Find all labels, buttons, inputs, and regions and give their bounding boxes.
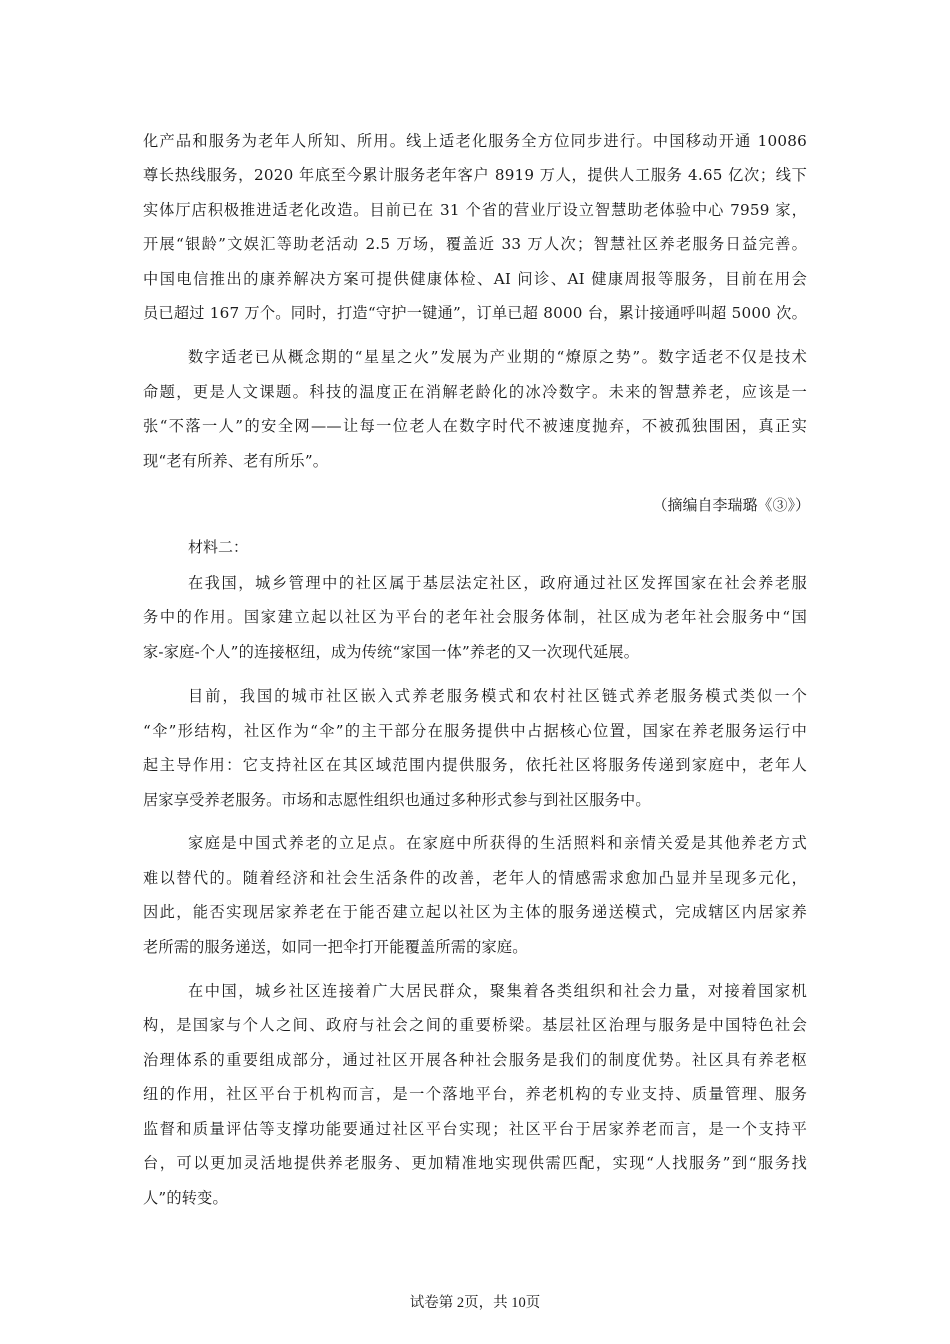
text-line: 治理体系的重要组成部分，通过社区开展各种社会服务是我们的制度优势。社区具有养老枢 <box>143 1051 807 1069</box>
text-line: 纽的作用，社区平台于机构而言，是一个落地平台，养老机构的专业支持、质量管理、服务 <box>143 1085 807 1103</box>
source-citation: （摘编自李瑞璐《③》） <box>652 496 810 514</box>
page-footer: 试卷第 2页，共 10页 <box>409 1295 541 1311</box>
text-line: 中国电信推出的康养解决方案可提供健康体检、AI 问诊、AI 健康周报等服务，目前在用会 <box>143 270 807 288</box>
text-line: 张“不落一人”的安全网——让每一位老人在数字时代不被速度抛弃，不被孤独围困，真正实 <box>143 417 807 435</box>
text-line: 监督和质量评估等支撑功能要通过社区平台实现；社区平台于居家养老而言，是一个支持平 <box>143 1120 807 1138</box>
text-line: 家-家庭-个人”的连接枢纽，成为传统“家国一体”养老的又一次现代延展。 <box>143 643 640 661</box>
text-line: 员已超过 167 万个。同时，打造“守护一键通”，订单已超 8000 台，累计接通呼叫超 5000 次。 <box>143 304 807 322</box>
text-line: 现“老有所养、老有所乐”。 <box>143 452 329 470</box>
text-line: 在中国，城乡社区连接着广大居民群众，聚集着各类组织和社会力量，对接着国家机 <box>188 982 807 1000</box>
text-line: 开展“银龄”文娱汇等助老活动 2.5 万场，覆盖近 33 万人次；智慧社区养老服务日益完善。 <box>143 235 807 253</box>
text-line: 务中的作用。国家建立起以社区为平台的老年社会服务体制，社区成为老年社会服务中“国 <box>143 608 807 626</box>
text-line: 数字适老已从概念期的“星星之火”发展为产业期的“燎原之势”。数字适老不仅是技术 <box>188 348 807 366</box>
material-heading: 材料二： <box>188 538 249 556</box>
text-line: 台，可以更加灵活地提供养老服务、更加精准地实现供需匹配，实现“人找服务”到“服务找 <box>143 1154 807 1172</box>
text-line: 目前，我国的城市社区嵌入式养老服务模式和农村社区链式养老服务模式类似一个 <box>188 687 807 705</box>
text-line: 老所需的服务递送，如同一把伞打开能覆盖所需的家庭。 <box>143 938 528 956</box>
text-line: 起主导作用：它支持社区在其区域范围内提供服务，依托社区将服务传递到家庭中，老年人 <box>143 756 807 774</box>
text-line: 命题，更是人文课题。科技的温度正在消解老龄化的冰冷数字。未来的智慧养老，应该是一 <box>143 383 807 401</box>
text-line: 化产品和服务为老年人所知、所用。线上适老化服务全方位同步进行。中国移动开通 10086 <box>143 132 807 150</box>
text-line: 因此，能否实现居家养老在于能否建立起以社区为主体的服务递送模式，完成辖区内居家养 <box>143 903 807 921</box>
text-line: 尊长热线服务，2020 年底至今累计服务老年客户 8919 万人，提供人工服务 4.65 亿次；线下 <box>143 166 807 184</box>
text-line: 实体厅店积极推进适老化改造。目前已在 31 个省的营业厅设立智慧助老体验中心 7959 家， <box>143 201 807 219</box>
text-line: 居家享受养老服务。市场和志愿性组织也通过多种形式参与到社区服务中。 <box>143 791 651 809</box>
text-line: 构，是国家与个人之间、政府与社会之间的重要桥梁。基层社区治理与服务是中国特色社会 <box>143 1016 807 1034</box>
text-line: “伞”形结构，社区作为“伞”的主干部分在服务提供中占据核心位置，国家在养老服务运行中 <box>143 722 807 740</box>
text-line: 人”的转变。 <box>143 1189 228 1207</box>
text-line: 在我国，城乡管理中的社区属于基层法定社区，政府通过社区发挥国家在社会养老服 <box>188 574 807 592</box>
text-line: 家庭是中国式养老的立足点。在家庭中所获得的生活照料和亲情关爱是其他养老方式 <box>188 834 807 852</box>
text-line: 难以替代的。随着经济和社会生活条件的改善，老年人的情感需求愈加凸显并呈现多元化， <box>143 869 807 887</box>
